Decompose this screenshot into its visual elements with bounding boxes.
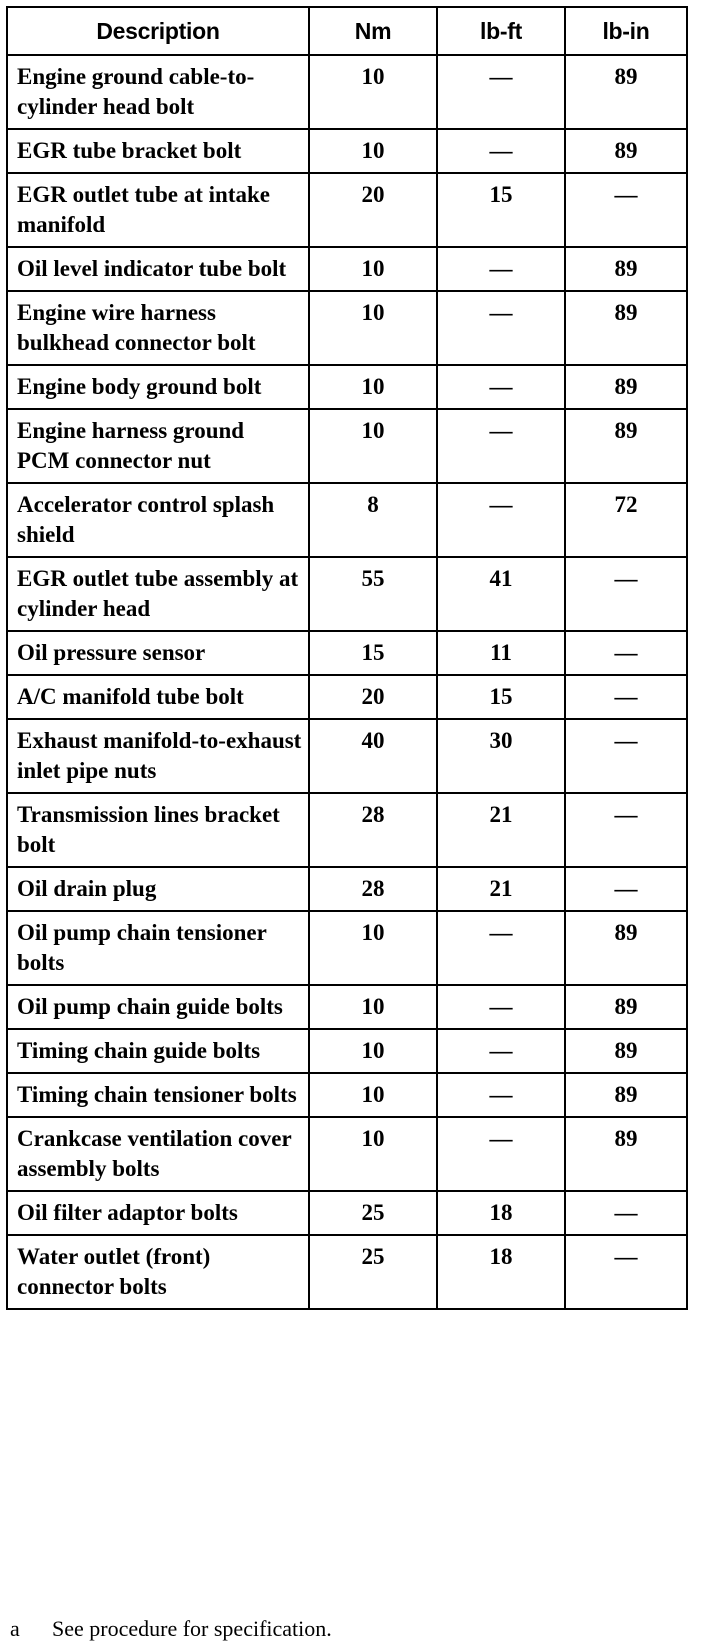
description-cell: Transmission lines bracket bolt [7, 793, 309, 867]
lb-in-cell: — [565, 675, 687, 719]
description-cell: Engine harness ground PCM connector nut [7, 409, 309, 483]
description-cell: Engine body ground bolt [7, 365, 309, 409]
lb-ft-cell: — [437, 911, 565, 985]
lb-in-cell: 89 [565, 247, 687, 291]
lb-ft-cell: 41 [437, 557, 565, 631]
column-header-description: Description [7, 7, 309, 55]
table-row [7, 409, 687, 483]
table-row [7, 173, 687, 247]
description-cell: Oil pressure sensor [7, 631, 309, 675]
table-row [7, 483, 687, 557]
table-row [7, 55, 687, 129]
lb-ft-cell: — [437, 985, 565, 1029]
table-row [7, 247, 687, 291]
lb-in-cell: 89 [565, 409, 687, 483]
lb-ft-cell: — [437, 365, 565, 409]
table-row [7, 129, 687, 173]
description-cell: EGR tube bracket bolt [7, 129, 309, 173]
lb-in-cell: — [565, 557, 687, 631]
nm-cell: 20 [309, 675, 437, 719]
footnote-text: See procedure for specification. [52, 1616, 332, 1641]
table-row [7, 631, 687, 675]
lb-ft-cell: — [437, 1117, 565, 1191]
lb-in-cell: 89 [565, 291, 687, 365]
table-row [7, 675, 687, 719]
torque-spec-table-container [6, 6, 686, 1310]
lb-ft-cell: — [437, 1029, 565, 1073]
footnote [10, 1616, 332, 1642]
lb-ft-cell: — [437, 1073, 565, 1117]
nm-cell: 8 [309, 483, 437, 557]
description-cell: Timing chain tensioner bolts [7, 1073, 309, 1117]
nm-cell: 25 [309, 1235, 437, 1309]
lb-in-cell: — [565, 719, 687, 793]
lb-ft-cell: — [437, 129, 565, 173]
table-row [7, 985, 687, 1029]
column-header-lb-ft: lb-ft [437, 7, 565, 55]
table-row [7, 1073, 687, 1117]
nm-cell: 10 [309, 365, 437, 409]
description-cell: Oil filter adaptor bolts [7, 1191, 309, 1235]
lb-ft-cell: 21 [437, 867, 565, 911]
lb-ft-cell: 21 [437, 793, 565, 867]
lb-in-cell: — [565, 867, 687, 911]
nm-cell: 10 [309, 129, 437, 173]
description-cell: Oil level indicator tube bolt [7, 247, 309, 291]
lb-in-cell: 89 [565, 55, 687, 129]
lb-in-cell: 89 [565, 1117, 687, 1191]
description-cell: EGR outlet tube assembly at cylinder head [7, 557, 309, 631]
lb-in-cell: — [565, 173, 687, 247]
nm-cell: 10 [309, 911, 437, 985]
lb-ft-cell: 30 [437, 719, 565, 793]
nm-cell: 28 [309, 867, 437, 911]
lb-ft-cell: — [437, 483, 565, 557]
nm-cell: 10 [309, 1073, 437, 1117]
lb-in-cell: — [565, 1235, 687, 1309]
lb-in-cell: 89 [565, 1029, 687, 1073]
nm-cell: 10 [309, 1029, 437, 1073]
lb-ft-cell: — [437, 291, 565, 365]
description-cell: Oil pump chain guide bolts [7, 985, 309, 1029]
column-header-nm: Nm [309, 7, 437, 55]
lb-ft-cell: 15 [437, 173, 565, 247]
description-cell: Water outlet (front) connector bolts [7, 1235, 309, 1309]
description-cell: Exhaust manifold-to-exhaust inlet pipe nuts [7, 719, 309, 793]
lb-in-cell: — [565, 631, 687, 675]
lb-in-cell: 89 [565, 1073, 687, 1117]
nm-cell: 20 [309, 173, 437, 247]
lb-ft-cell: 18 [437, 1191, 565, 1235]
lb-in-cell: 89 [565, 365, 687, 409]
nm-cell: 10 [309, 247, 437, 291]
lb-ft-cell: 11 [437, 631, 565, 675]
description-cell: Oil drain plug [7, 867, 309, 911]
table-row [7, 867, 687, 911]
description-cell: EGR outlet tube at intake manifold [7, 173, 309, 247]
description-cell: Timing chain guide bolts [7, 1029, 309, 1073]
table-row [7, 1191, 687, 1235]
lb-in-cell: 89 [565, 911, 687, 985]
nm-cell: 10 [309, 291, 437, 365]
nm-cell: 55 [309, 557, 437, 631]
table-row [7, 1117, 687, 1191]
description-cell: Crankcase ventilation cover assembly bolts [7, 1117, 309, 1191]
lb-ft-cell: 18 [437, 1235, 565, 1309]
nm-cell: 40 [309, 719, 437, 793]
description-cell: A/C manifold tube bolt [7, 675, 309, 719]
footnote-marker: a [10, 1616, 20, 1641]
lb-in-cell: 89 [565, 985, 687, 1029]
description-cell: Engine ground cable-to-cylinder head bolt [7, 55, 309, 129]
lb-in-cell: 72 [565, 483, 687, 557]
lb-in-cell: 89 [565, 129, 687, 173]
table-row [7, 291, 687, 365]
table-row [7, 557, 687, 631]
nm-cell: 15 [309, 631, 437, 675]
lb-ft-cell: — [437, 55, 565, 129]
table-header-row [7, 7, 687, 55]
table-row [7, 719, 687, 793]
table-row [7, 1235, 687, 1309]
table-row [7, 793, 687, 867]
nm-cell: 25 [309, 1191, 437, 1235]
lb-ft-cell: — [437, 409, 565, 483]
lb-in-cell: — [565, 793, 687, 867]
description-cell: Engine wire harness bulkhead connector bolt [7, 291, 309, 365]
nm-cell: 10 [309, 1117, 437, 1191]
description-cell: Oil pump chain tensioner bolts [7, 911, 309, 985]
description-cell: Accelerator control splash shield [7, 483, 309, 557]
table-row [7, 365, 687, 409]
nm-cell: 10 [309, 55, 437, 129]
lb-ft-cell: 15 [437, 675, 565, 719]
table-row [7, 1029, 687, 1073]
table-row [7, 911, 687, 985]
lb-ft-cell: — [437, 247, 565, 291]
lb-in-cell: — [565, 1191, 687, 1235]
nm-cell: 10 [309, 985, 437, 1029]
column-header-lb-in: lb-in [565, 7, 687, 55]
nm-cell: 10 [309, 409, 437, 483]
nm-cell: 28 [309, 793, 437, 867]
torque-spec-table [6, 6, 688, 1310]
